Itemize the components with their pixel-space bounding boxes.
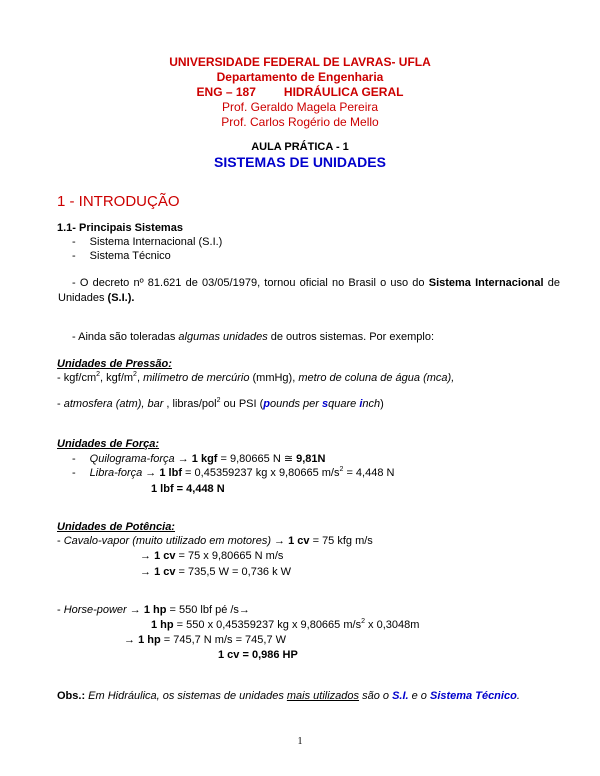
page-title: SISTEMAS DE UNIDADES (214, 154, 386, 170)
pressure-units-line1: - kgf/$cm^2$, kgf/$m^2$, milímetro de mercúrio (mmHg), metro de coluna de água (mca), (57, 371, 455, 384)
power-cv-line2: → 1 cv = 75 x 9,80665 N m/s (140, 550, 284, 562)
power-hp-line3: → 1 hp = 745,7 N m/s = 745,7 W (124, 634, 287, 646)
pressure-units-line2: - atmosfera (atm), bar , libras/pol$^2$ ou PSI (pounds per square inch) (57, 397, 384, 410)
subsection-heading: 1.1- Principais Sistemas (57, 222, 183, 234)
power-cv-hp-result: 1 cv = 0,986 HP (218, 649, 298, 661)
paragraph-decree: - O decreto nº 81.621 de 03/05/1979, tornou oficial no Brasil o uso do Sistema Internacional de Unidades (S.I.). (58, 277, 560, 304)
observation-note: Obs.: Em Hidráulica, os sistemas de unidades mais utilizados são o S.I. e o Sistema Técnico. (57, 690, 520, 702)
force-kgf-line: - Quilograma-força → 1 kgf = 9,80665 N ≅ 9,81N (72, 453, 326, 465)
section-heading: 1 - INTRODUÇÃO (57, 193, 180, 210)
course-line (0, 85, 600, 99)
course-name: HIDRÁULICA GERAL (283, 85, 404, 99)
list-item: - Sistema Internacional (S.I.) (72, 236, 223, 248)
pressure-heading: Unidades de Pressão: (57, 358, 172, 370)
department-name: Departamento de Engenharia (216, 70, 384, 84)
professor-1: Prof. Geraldo Magela Pereira (221, 100, 379, 114)
page-number: 1 (297, 736, 303, 747)
power-hp-line1: - Horse-power → 1 hp = 550 lbf pé /s→ (57, 604, 250, 616)
aula-label: AULA PRÁTICA - 1 (251, 141, 349, 153)
power-cv-line1: - Cavalo-vapor (muito utilizado em motores) → 1 cv = 75 kfg m/s (57, 535, 373, 547)
list-item: - Sistema Técnico (72, 250, 171, 262)
force-heading: Unidades de Força: (57, 438, 160, 450)
force-lbf-line: - Libra-força → 1 lbf = 0,45359237 kg x 9,80665 $m/s^2 = 4,448$ N (72, 466, 395, 479)
paragraph-tolerated: - Ainda são toleradas algumas unidades de outros sistemas. Por exemplo: (72, 331, 434, 343)
university-name: UNIVERSIDADE FEDERAL DE LAVRAS- UFLA (169, 55, 431, 69)
professor-2: Prof. Carlos Rogério de Mello (221, 115, 379, 129)
power-heading: Unidades de Potência: (57, 521, 175, 533)
power-hp-line2: 1 hp = 550 x 0,45359237 kg x 9,80665 $m/s^2$ x 0,3048m (151, 618, 420, 631)
course-code: ENG – 187 (196, 85, 256, 99)
power-cv-line3: → 1 cv = 735,5 W = 0,736 k W (140, 566, 292, 578)
force-lbf-result: 1 lbf = 4,448 N (151, 483, 225, 495)
